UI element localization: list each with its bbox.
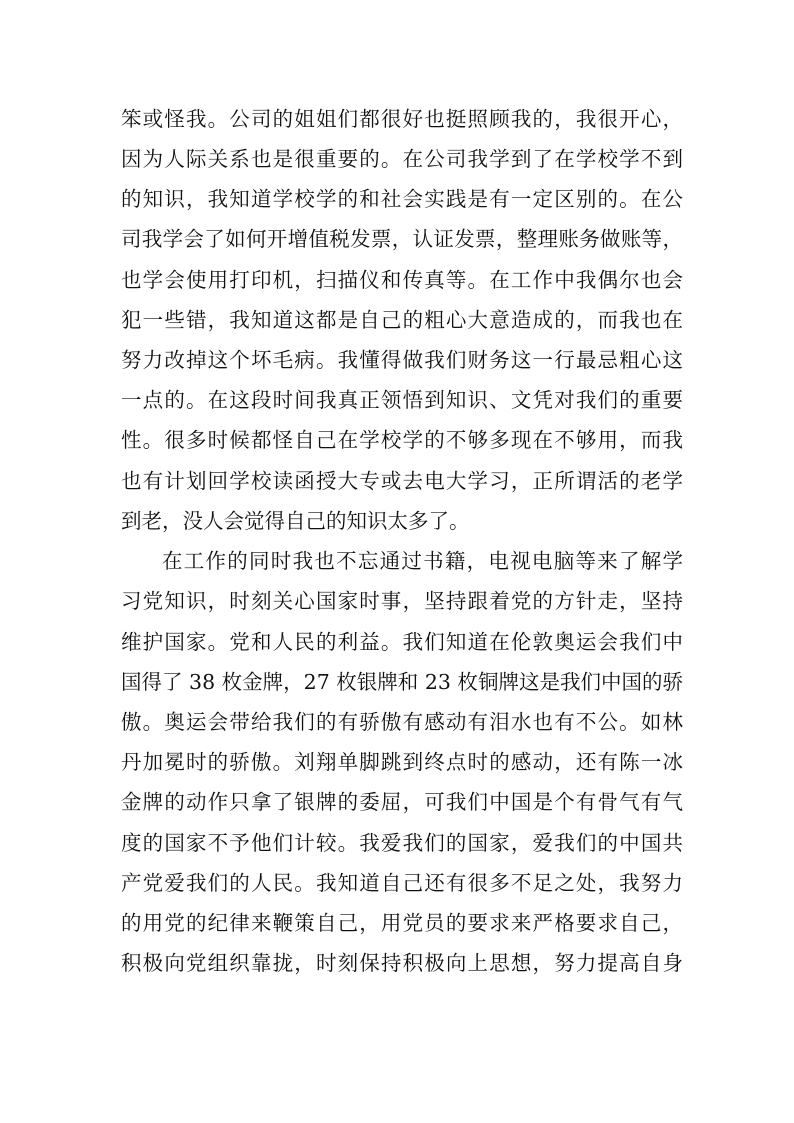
- text-line: 习党知识，时刻关心国家时事，坚持跟着党的方针走，坚持: [121, 589, 683, 613]
- text-line: 因为人际关系也是很重要的。在公司我学到了在学校学不到: [121, 147, 683, 171]
- text-line: 也学会使用打印机，扫描仪和传真等。在工作中我偶尔也会: [121, 268, 683, 292]
- text-line: 产党爱我们的人民。我知道自己还有很多不足之处，我努力: [121, 871, 683, 895]
- text-line: 金牌的动作只拿了银牌的委屈，可我们中国是个有骨气有气: [121, 790, 683, 814]
- text-line: 笨或怪我。公司的姐姐们都很好也挺照顾我的，我很开心，: [121, 107, 683, 131]
- text-line: 傲。奥运会带给我们的有骄傲有感动有泪水也有不公。如林: [121, 710, 683, 734]
- text-line: 积极向党组织靠拢，时刻保持积极向上思想，努力提高自身: [121, 951, 683, 975]
- paragraph-first-line: 在工作的同时我也不忘通过书籍，电视电脑等来了解学: [162, 549, 683, 573]
- text-line: 一点的。在这段时间我真正领悟到知识、文凭对我们的重要: [121, 388, 683, 412]
- text-line: 也有计划回学校读函授大专或去电大学习，正所谓活的老学: [121, 469, 683, 493]
- text-line: 的知识，我知道学校学的和社会实践是有一定区别的。在公: [121, 187, 683, 211]
- text-line: 度的国家不予他们计较。我爱我们的国家，爱我们的中国共: [121, 831, 683, 855]
- text-line: 司我学会了如何开增值税发票，认证发票，整理账务做账等，: [121, 227, 683, 251]
- paragraph-end-line: 到老，没人会觉得自己的知识太多了。: [121, 509, 470, 533]
- text-line: 努力改掉这个坏毛病。我懂得做我们财务这一行最忌粗心这: [121, 348, 683, 372]
- text-line: 的用党的纪律来鞭策自己，用党员的要求来严格要求自己，: [121, 911, 683, 935]
- text-line: 维护国家。党和人民的利益。我们知道在伦敦奥运会我们中: [121, 630, 683, 654]
- text-line: 丹加冕时的骄傲。刘翔单脚跳到终点时的感动，还有陈一冰: [121, 750, 683, 774]
- text-line: 性。很多时候都怪自己在学校学的不够多现在不够用，而我: [121, 428, 683, 452]
- text-line: 犯一些错，我知道这都是自己的粗心大意造成的，而我也在: [121, 308, 683, 332]
- text-line: 国得了 38 枚金牌，27 枚银牌和 23 枚铜牌这是我们中国的骄: [121, 670, 683, 694]
